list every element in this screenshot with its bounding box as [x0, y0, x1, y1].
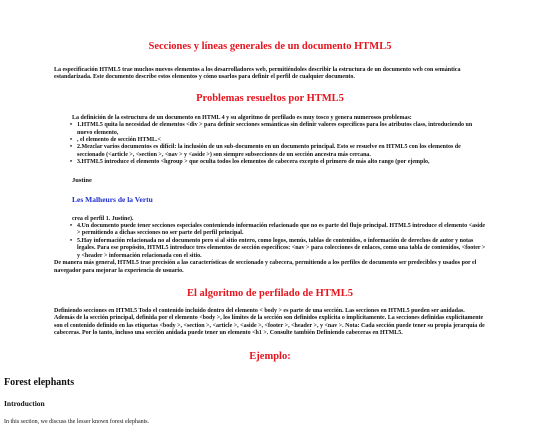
example-subheading-malheurs: Les Malheurs de la Vertu	[72, 194, 153, 204]
example-text: In this section, we discuss the lesser known forest elephants.	[4, 418, 150, 425]
list-item: • 5.Hay información relacionada no al documento pero si al sitio entero, como logos, menús, tablas de contenidos, o información de derechos de autor y notas legales. Para ese propósito, HTML5 introduce tres elementos de sección específicos: <nav > para colecciones de enlaces, como una tabla de contenidos, <footer > y <header > información relacionada con el sitio.	[72, 238, 486, 260]
example-section	[0, 377, 540, 426]
list-item: • 2.Mezclar varios documentos es difícil: la inclusión de un sub-documento en un documento principal. Esto se resuelve en HTML5 con los elementos de seccionado (<article >, <section >, <nav > y <aside >) son siempre subsecciones de un sección ancestra más cercana.	[72, 144, 486, 159]
problems-heading: Problemas resueltos por HTML5	[196, 92, 344, 104]
algorithm-heading: El algoritmo de perfilado de HTML5	[187, 287, 353, 299]
problems-definition: La definición de la estructura de un documento en HTML 4 y su algoritmo de perfilado es muy tosco y genera numerosos problemas:	[72, 114, 412, 121]
example-heading: Ejemplo:	[249, 350, 291, 362]
list-item: • 1.HTML5 quita la necesidad de elementos <div > para definir secciones semánticas sin definir valores específicos para los atributos class, introduciendo un nuevo elemento,	[72, 122, 486, 137]
problems-list	[54, 122, 486, 166]
algorithm-paragraph: Definiendo secciones en HTML5 Todo el contenido incluido dentro del elemento < body > es parte de una sección. Las secciones en HTML5 pueden ser anidadas. Además de la sección principal, definida por el elemento <body >, los límites de la sección son definidos explícita o implícitamente. La secciones definidas explícitamente son el contenido definido en las etiquetas <body >, <section >, <article >, <aside >, <footer >, <header >, y <nav >. Nota: Cada sección puede tener su propia jerarquía de cabeceras. Por lo tanto, incluso una sección anidada puede tener un elemento <h1 >. Consulte también Definiendo cabeceras en HTML5.	[54, 307, 485, 337]
main-heading: Secciones y líneas generales de un documento HTML5	[148, 41, 392, 52]
example-title: Forest elephants	[4, 376, 75, 388]
intro-paragraph: La especificación HTML5 trae muchos nuevos elementos a los desarrolladores web, permitiéndoles describir la estructura de un documento web con semántica estandarizada. Este documento describe estos elementos y cómo usarlos para definir el perfil de cualquier documento.	[54, 67, 461, 81]
outline-note: crea el perfil 1. Justine).	[72, 215, 134, 222]
problems-list-continued	[54, 223, 486, 260]
list-tail-paragraph: De manera más general, HTML5 trae precisión a las características de seccionado y cabecera, permitiendo a los perfiles de documento ser predecibles y usados por el navegador para mejorar la experiencia de usuario.	[54, 260, 477, 274]
list-item: • , el elemento de sección HTML.<	[72, 137, 486, 144]
document-body	[0, 40, 540, 363]
list-item: • 3.HTML5 introduce el elemento <hgroup > que oculta todos los elementos de cabecera excepto el primero de más alto rango (por ejemplo,	[72, 159, 486, 166]
example-heading-justine: Justine	[72, 176, 92, 184]
list-item: • 4.Un documento puede tener secciones especiales conteniendo información relacionado que no es parte del flujo principal. HTML5 introduce el elemento <aside > permitiendo a dichas secciones no ser parte del perfil principal.	[72, 223, 486, 238]
example-subtitle: Introduction	[4, 398, 45, 408]
